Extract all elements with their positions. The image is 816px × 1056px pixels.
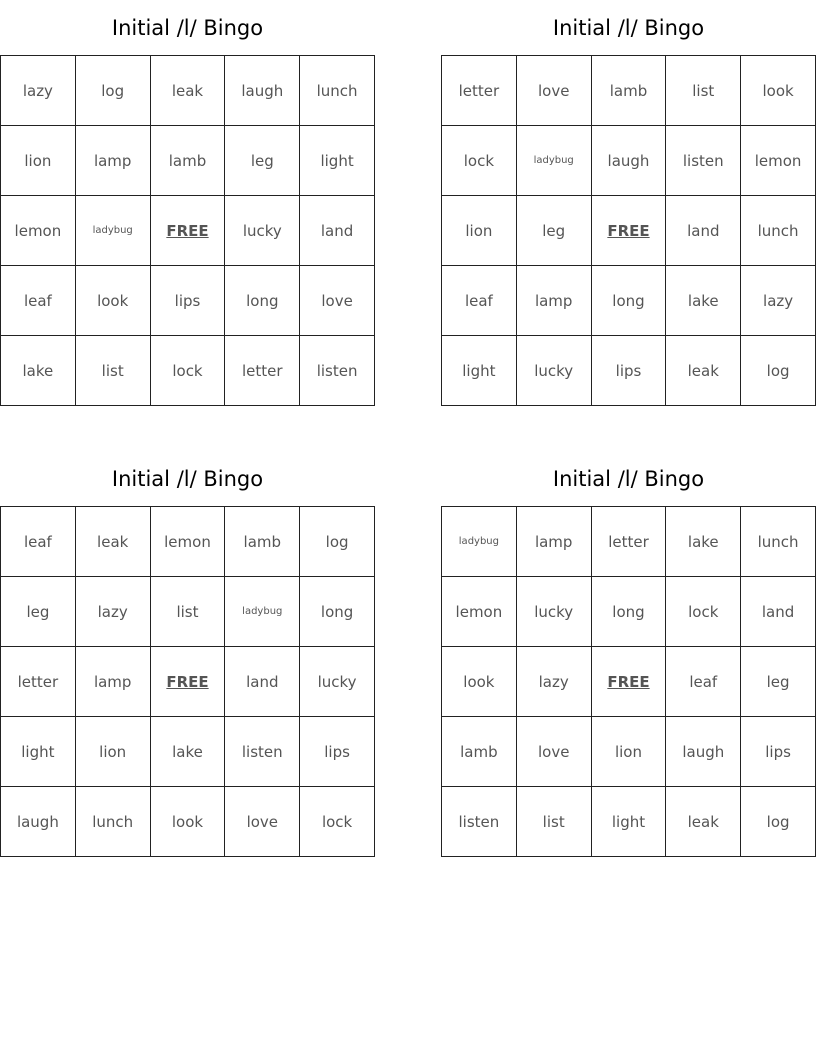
bingo-cell: lamp	[76, 126, 151, 196]
bingo-card-1	[0, 0, 375, 380]
bingo-cell: leak	[666, 336, 741, 406]
bingo-cell: lips	[741, 717, 816, 787]
bingo-cell: leg	[1, 577, 76, 647]
bingo-cell: lucky	[300, 647, 375, 717]
card-title: Initial /l/ Bingo	[552, 16, 705, 40]
bingo-cell: list	[76, 336, 151, 406]
bingo-cell: lemon	[442, 577, 517, 647]
bingo-cell: list	[517, 787, 592, 857]
bingo-cell: letter	[225, 336, 300, 406]
bingo-cell: log	[76, 56, 151, 126]
bingo-cell: lunch	[741, 507, 816, 577]
bingo-cell: lemon	[151, 507, 226, 577]
bingo-cell: lucky	[225, 196, 300, 266]
card-title: Initial /l/ Bingo	[111, 467, 264, 491]
bingo-cell: lock	[151, 336, 226, 406]
bingo-cell: leaf	[666, 647, 741, 717]
bingo-cell: land	[741, 577, 816, 647]
bingo-card-3	[0, 451, 375, 831]
bingo-cell: lips	[151, 266, 226, 336]
bingo-cell: love	[517, 56, 592, 126]
bingo-cell: leg	[225, 126, 300, 196]
bingo-cell: letter	[1, 647, 76, 717]
bingo-cell: lake	[151, 717, 226, 787]
bingo-cell: look	[76, 266, 151, 336]
bingo-cell: listen	[300, 336, 375, 406]
bingo-cell: lake	[1, 336, 76, 406]
bingo-cell: lamp	[517, 507, 592, 577]
bingo-cell: ladybug	[225, 577, 300, 647]
bingo-cell: lemon	[741, 126, 816, 196]
bingo-cell: listen	[666, 126, 741, 196]
bingo-cell: lock	[666, 577, 741, 647]
bingo-cell: ladybug	[517, 126, 592, 196]
bingo-cell: look	[442, 647, 517, 717]
bingo-cell: leak	[151, 56, 226, 126]
bingo-cell: letter	[442, 56, 517, 126]
bingo-grid	[441, 55, 816, 406]
bingo-cell: lunch	[741, 196, 816, 266]
bingo-cell: leaf	[442, 266, 517, 336]
bingo-cell: ladybug	[76, 196, 151, 266]
bingo-cell: light	[300, 126, 375, 196]
bingo-cell: lips	[300, 717, 375, 787]
bingo-cell: ladybug	[442, 507, 517, 577]
bingo-cell: lake	[666, 507, 741, 577]
bingo-cell: listen	[225, 717, 300, 787]
bingo-cell: light	[1, 717, 76, 787]
bingo-cell: lunch	[76, 787, 151, 857]
bingo-cell: long	[300, 577, 375, 647]
bingo-cell: log	[741, 336, 816, 406]
free-space: FREE	[592, 647, 667, 717]
bingo-cell: love	[517, 717, 592, 787]
bingo-cell: leak	[76, 507, 151, 577]
free-space: FREE	[151, 647, 226, 717]
bingo-cell: love	[225, 787, 300, 857]
bingo-cell: lamb	[225, 507, 300, 577]
bingo-cell: laugh	[225, 56, 300, 126]
bingo-cell: lock	[300, 787, 375, 857]
bingo-cell: lazy	[76, 577, 151, 647]
bingo-cell: lazy	[517, 647, 592, 717]
bingo-cell: lips	[592, 336, 667, 406]
bingo-cell: lucky	[517, 577, 592, 647]
free-space: FREE	[592, 196, 667, 266]
bingo-cell: listen	[442, 787, 517, 857]
bingo-cell: land	[225, 647, 300, 717]
bingo-cell: long	[592, 577, 667, 647]
bingo-cell: love	[300, 266, 375, 336]
bingo-cell: log	[300, 507, 375, 577]
bingo-cell: leak	[666, 787, 741, 857]
bingo-grid	[0, 506, 375, 857]
bingo-cell: letter	[592, 507, 667, 577]
card-title: Initial /l/ Bingo	[552, 467, 705, 491]
bingo-cell: leg	[741, 647, 816, 717]
card-title: Initial /l/ Bingo	[111, 16, 264, 40]
bingo-cell: laugh	[1, 787, 76, 857]
free-space: FREE	[151, 196, 226, 266]
bingo-cell: laugh	[592, 126, 667, 196]
bingo-cell: lamb	[442, 717, 517, 787]
bingo-card-4	[441, 451, 816, 831]
bingo-cell: lucky	[517, 336, 592, 406]
bingo-grid	[441, 506, 816, 857]
bingo-cell: land	[300, 196, 375, 266]
bingo-cell: log	[741, 787, 816, 857]
bingo-cell: lion	[442, 196, 517, 266]
bingo-card-2	[441, 0, 816, 380]
bingo-cell: lamb	[151, 126, 226, 196]
bingo-cell: light	[592, 787, 667, 857]
bingo-cell: leg	[517, 196, 592, 266]
bingo-cell: long	[225, 266, 300, 336]
bingo-cell: lemon	[1, 196, 76, 266]
bingo-cell: lamb	[592, 56, 667, 126]
bingo-cell: lamp	[517, 266, 592, 336]
bingo-cell: leaf	[1, 507, 76, 577]
bingo-cell: lazy	[741, 266, 816, 336]
bingo-cell: lazy	[1, 56, 76, 126]
bingo-cell: leaf	[1, 266, 76, 336]
bingo-cell: lake	[666, 266, 741, 336]
bingo-grid	[0, 55, 375, 406]
bingo-cell: light	[442, 336, 517, 406]
bingo-cell: list	[151, 577, 226, 647]
bingo-cell: look	[151, 787, 226, 857]
bingo-cell: land	[666, 196, 741, 266]
bingo-cell: list	[666, 56, 741, 126]
bingo-cell: lock	[442, 126, 517, 196]
bingo-cell: look	[741, 56, 816, 126]
bingo-cell: lunch	[300, 56, 375, 126]
bingo-cell: lion	[1, 126, 76, 196]
bingo-cell: lamp	[76, 647, 151, 717]
bingo-cell: long	[592, 266, 667, 336]
bingo-cell: lion	[76, 717, 151, 787]
bingo-cell: lion	[592, 717, 667, 787]
bingo-cell: laugh	[666, 717, 741, 787]
